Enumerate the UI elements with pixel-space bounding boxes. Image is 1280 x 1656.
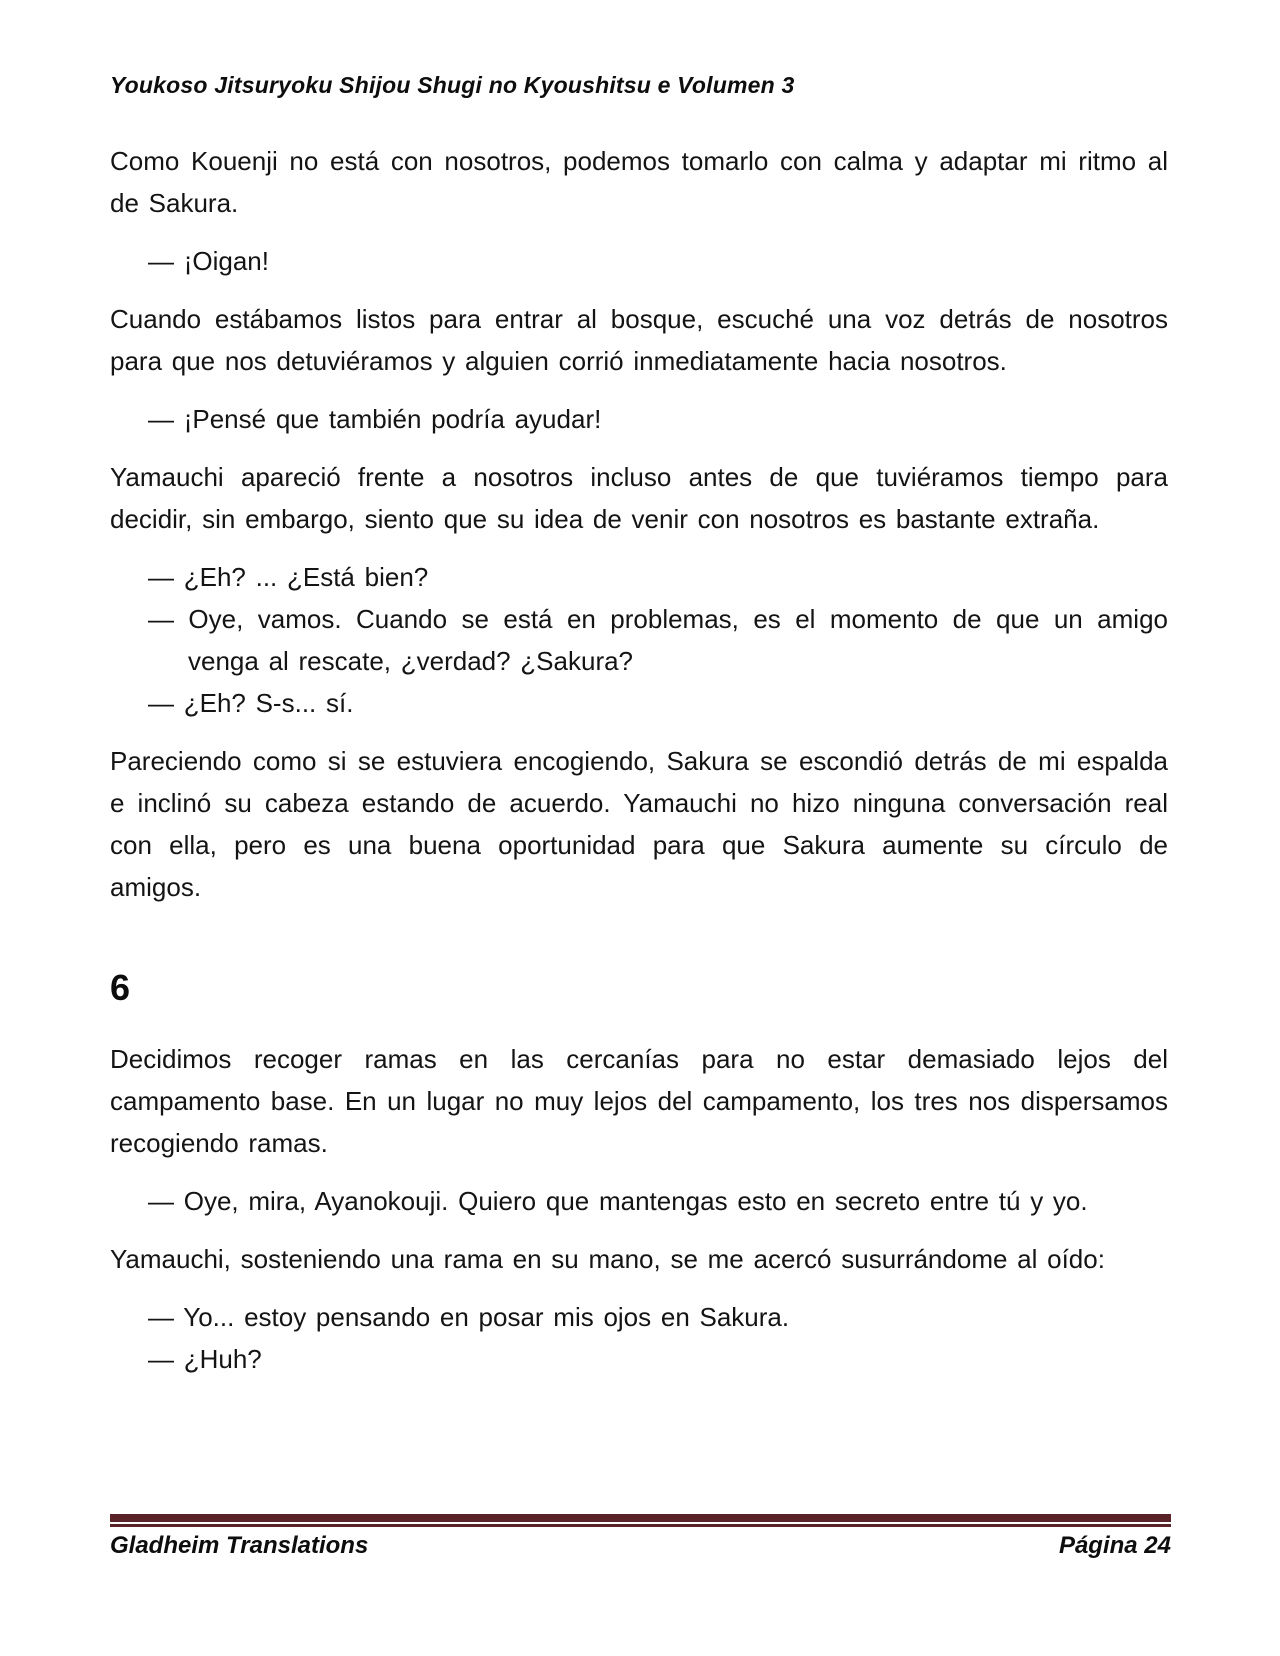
dialogue-group [110,1296,1168,1380]
dialogue-group [110,556,1168,724]
dialogue-line: — ¿Eh? ... ¿Está bien? [148,562,429,592]
document-body [110,140,1168,1512]
paragraph: Pareciendo como si se estuviera encogiendo, Sakura se escondió detrás de mi espalda e inclinó su cabeza estando de acuerdo. Yamauchi no hizo ninguna conversación real con ella, pero es una buena oportunidad para que Sakura aumente su círculo de amigos. [110,746,1168,902]
dialogue-group [110,1180,1168,1222]
paragraph: Como Kouenji no está con nosotros, podemos tomarlo con calma y adaptar mi ritmo al de Sakura. [110,146,1168,218]
dialogue-line: — Oye, mira, Ayanokouji. Quiero que mantengas esto en secreto entre tú y yo. [148,1186,1088,1216]
dialogue-line: — ¡Oigan! [148,246,269,276]
dialogue-line: — ¡Pensé que también podría ayudar! [148,404,602,434]
paragraph: Yamauchi, sosteniendo una rama en su mano, se me acercó susurrándome al oído: [110,1244,1105,1274]
dialogue-line: — ¿Huh? [148,1344,262,1374]
dialogue-line: — Oye, vamos. Cuando se está en problemas, es el momento de que un amigo venga al rescate, ¿verdad? ¿Sakura? [148,604,1168,676]
page-header [110,72,1170,99]
paragraph: Decidimos recoger ramas en las cercanías para no estar demasiado lejos del campamento base. En un lugar no muy lejos del campamento, los tres nos dispersamos recogiendo ramas. [110,1044,1168,1158]
page-number: Página 24 [1058,1532,1171,1559]
translator-credit: Gladheim Translations [110,1532,369,1559]
dialogue-group [110,240,1168,282]
page-footer [110,1514,1171,1560]
paragraph: Cuando estábamos listos para entrar al bosque, escuché una voz detrás de nosotros para que nos detuviéramos y alguien corrió inmediatamente hacia nosotros. [110,304,1168,376]
footer-rule-thick [110,1514,1171,1522]
dialogue-line: — ¿Eh? S-s... sí. [148,688,354,718]
book-title: Youkoso Jitsuryoku Shijou Shugi no Kyoushitsu e Volumen 3 [110,72,795,98]
paragraph: Yamauchi apareció frente a nosotros incluso antes de que tuviéramos tiempo para decidir, sin embargo, siento que su idea de venir con nosotros es bastante extraña. [110,462,1168,534]
dialogue-line: — Yo... estoy pensando en posar mis ojos en Sakura. [148,1302,790,1332]
dialogue-group [110,398,1168,440]
section-heading: 6 [110,967,131,1008]
